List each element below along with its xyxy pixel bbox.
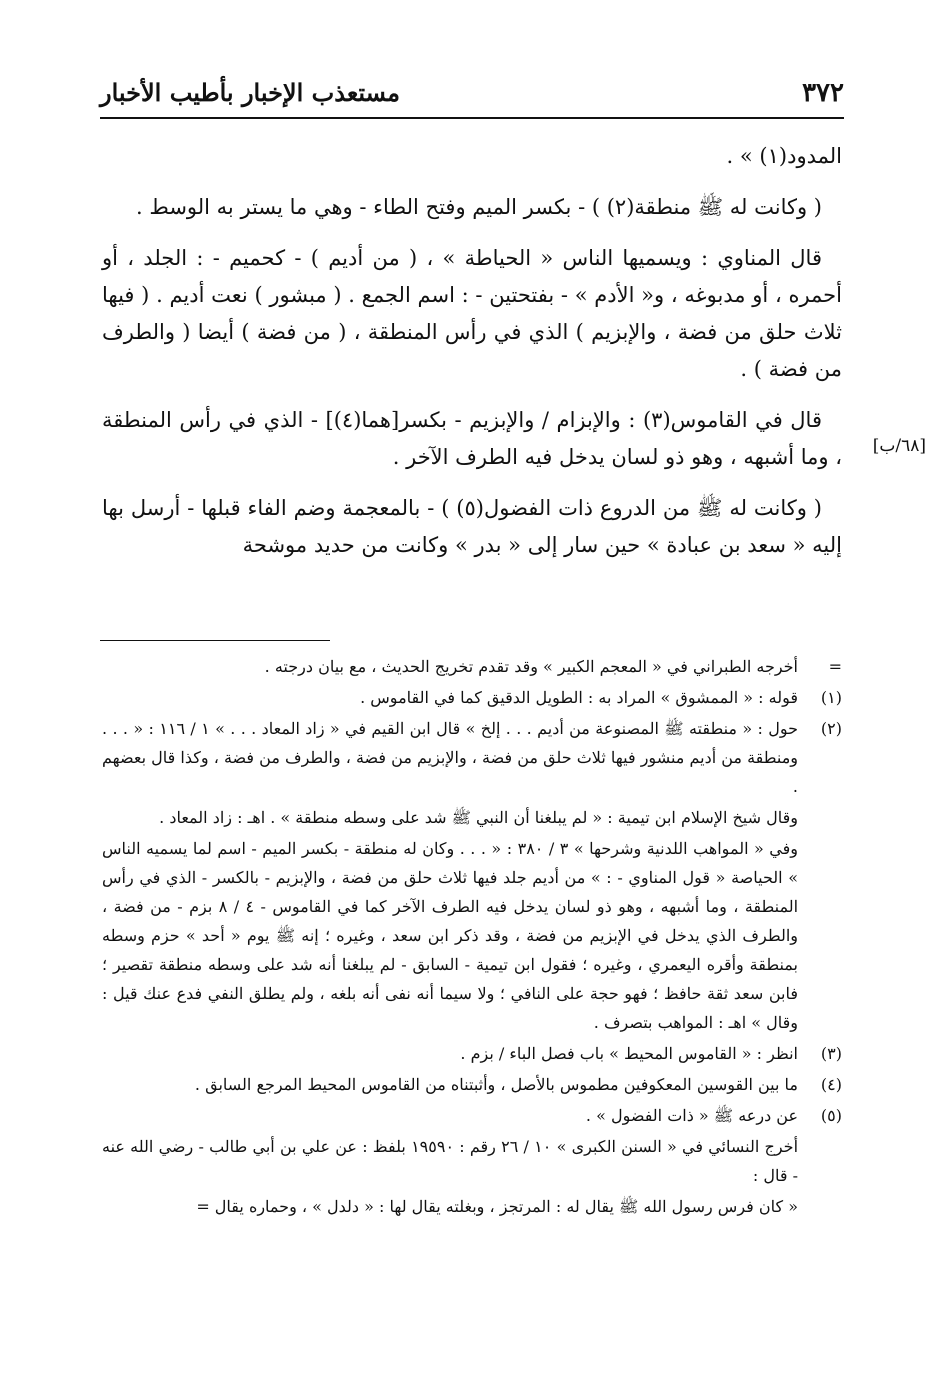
running-title: مستعذب الإخبار بأطيب الأخبار [100,78,400,107]
footnote-text: أخرجه الطبراني في « المعجم الكبير » وقد تقدم تخريج الحديث ، مع بيان درجته . [264,657,798,676]
footnote-continuation: « كان فرس رسول الله ﷺ يقال له : المرتجز ، وبغلته يقال لها : « دلدل » ، وحماره يقال = [196,1197,798,1216]
footnote [102,652,842,681]
footnote-continuation: أخرج النسائي في « السنن الكبرى » ١٠ / ٢٦ رقم : ١٩٥٩٠ بلفظ : عن علي بن أبي طالب - رضي الله عنه - قال : [102,1137,799,1185]
footnote-number: = [828,657,842,676]
footnote [102,683,842,712]
page-header [100,72,844,112]
footnote-continuation: وقال شيخ الإسلام ابن تيمية : « لم يبلغنا أن النبي ﷺ شد على وسطه منطقة » . اهـ : زاد المعاد . [159,808,798,827]
footnotes [102,652,842,1223]
footnote-number: (٥) [820,1106,842,1125]
paragraph: ( وكانت له ﷺ منطقة(٢) ) - بكسر الميم وفتح الطاء - وهي ما يستر به الوسط . [136,195,822,219]
paragraph: المدود(١) » . [726,144,842,168]
footnote-number: (١) [820,688,842,707]
margin-folio-note: [٦٨/ب] [872,436,926,456]
footnote-text: ما بين القوسين المعكوفين مطموس بالأصل ، وأثبتناه من القاموس المحيط المرجع السابق . [194,1075,798,1094]
footnote-number: (٤) [820,1075,842,1094]
footnote-rule [100,640,330,641]
page-number: ٣٧٢ [802,78,844,108]
paragraph: قال المناوي : ويسميها الناس « الحياطة » ، ( من أديم ) - كحميم - : الجلد ، أو أحمره ، أو مدبوغه ، و« الأدم » - بفتحتين - : اسم الجمع . ( مبشور ) نعت أديم . ( فيها ثلاث حلق من فضة ، والإبزيم ) الذي في رأس المنطقة ، ( من فضة ) أيضا ( والطرف من فضة ) . [102,246,842,381]
footnote-number: (٣) [820,1044,842,1063]
footnote [102,1039,842,1068]
footnote [102,1101,842,1130]
footnote [102,714,842,801]
paragraph: قال في القاموس(٣) : والإبزام / والإبزيم - بكسر[هما(٤)] - الذي في رأس المنطقة ، وما أشبهه ، وهو ذو لسان يدخل فيه الطرف الآخر . [102,408,842,469]
paragraph: ( وكانت له ﷺ من الدروع ذات الفضول(٥) ) - بالمعجمة وضم الفاء قبلها - أرسل بها إليه « سعد بن عبادة » حين سار إلى « بدر » وكانت من حديد موشحة [102,496,842,557]
footnote-continuation: وفي « المواهب اللدنية وشرحها » ٣ / ٣٨٠ : « . . . وكان له منطقة - بكسر الميم - اسم لما يسميه الناس » الحياصة « قول المناوي - : » من أديم جلد فيها ثلاث حلق من فضة ، والإبزيم - بالكسر - الذي في رأس المنطقة ، وما أشبهه ، وهو ذو لسان يدخل فيه الطرف الآخر كما في القاموس - ٤ / ٨ بزم - من فضة ، والطرف الذي يدخل في الإبزيم من فضة ، وقد ذكر ابن سعد ، وغيره ؛ إنه ﷺ يوم « أحد » حزم وسطه بمنطقة وأقره اليعمري ، وغيره ؛ فقول ابن تيمية - السابق - لم يبلغنا أنه شد على وسطه منطقة تقصير ؛ فابن سعد ثقة حافظ ؛ فهو حجة على النافي ؛ ولا سيما أنه نفى أنه بلغه ، ولم يطلق النفي فدع عنك قيل : وقال » اهـ : المواهب بتصرف . [102,839,799,1032]
footnote-text: قوله : « الممشوق » المراد به : الطويل الدقيق كما في القاموس . [360,688,798,707]
main-text [102,138,842,578]
footnote [102,1070,842,1099]
footnote-number: (٢) [820,719,842,738]
footnote-text: انظر : « القاموس المحيط » باب فصل الباء / بزم . [460,1044,798,1063]
footnote-text: حول : « منطقته ﷺ المصنوعة من أديم . . . إلخ » قال ابن القيم في « زاد المعاد . . . » ١ / ١١٦ : « . . . ومنطقة من أديم منشور فيها ثلاث حلق من فضة ، والإبزيم من فضة ، والطرف من فضة ، وكذا قال بعضهم . [102,719,799,796]
header-rule [100,117,844,119]
footnote-text: عن درعه ﷺ « ذات الفضول » . [585,1106,798,1125]
